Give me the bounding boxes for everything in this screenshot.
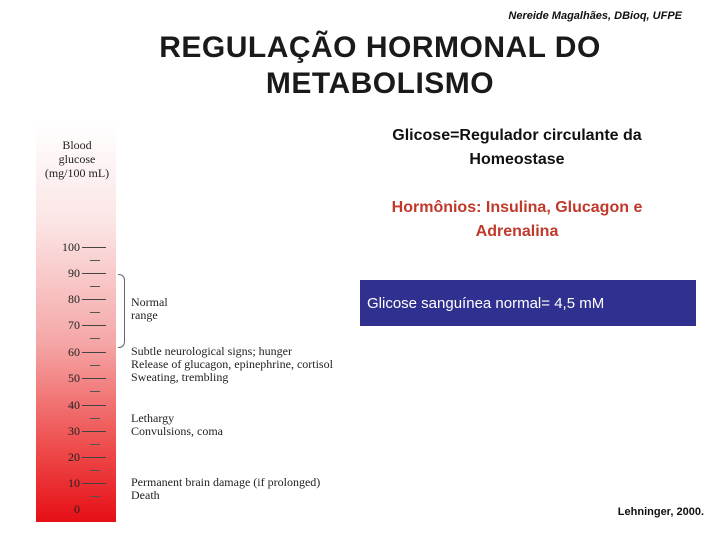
minor-tick: [90, 338, 100, 339]
tick-label: 20: [68, 450, 80, 464]
glucose-line-a: Glicose=Regulador circulante da: [392, 127, 642, 144]
minor-tick: [90, 391, 100, 392]
title-line-2: METABOLISMO: [265, 67, 495, 100]
tick-mark: [82, 247, 106, 248]
normal-label-line-2: range: [131, 308, 158, 322]
tick-mark: [82, 431, 106, 432]
tick-label: 60: [68, 345, 80, 359]
critical-signs: [131, 476, 320, 502]
figure-label-line-3: (mg/100 mL): [44, 166, 110, 180]
minor-tick: [90, 470, 100, 471]
signs-line-1: Subtle neurological signs; hunger: [131, 344, 292, 358]
figure-label: [38, 138, 116, 180]
tick-mark: [82, 299, 106, 300]
hormones-line-b: Adrenalina: [475, 223, 559, 240]
critical-line-1: Permanent brain damage (if prolonged): [131, 475, 321, 489]
tick-mark: [82, 483, 106, 484]
normal-range-label: [131, 296, 168, 322]
normal-label-line-1: Normal: [131, 295, 168, 309]
minor-tick: [90, 260, 100, 261]
minor-tick: [90, 418, 100, 419]
hormones-text: [352, 196, 682, 244]
tick-label: 10: [68, 476, 80, 490]
critical-line-2: Death: [131, 488, 160, 502]
reference-citation: Lehninger, 2000.: [617, 506, 704, 518]
minor-tick: [90, 496, 100, 497]
minor-tick: [90, 444, 100, 445]
tick-mark: [82, 457, 106, 458]
tick-label: 0: [74, 502, 80, 516]
tick-label: 50: [68, 371, 80, 385]
normal-glucose-text: Glicose sanguínea normal= 4,5 mM: [360, 286, 690, 320]
tick-label: 70: [68, 318, 80, 332]
tick-mark: [82, 378, 106, 379]
minor-tick: [90, 286, 100, 287]
hypoglycemia-signs: [131, 345, 333, 384]
normal-glucose-box: [360, 280, 696, 326]
tick-label: 80: [68, 292, 80, 306]
normal-range-bracket: [118, 274, 125, 348]
title-line-1: REGULAÇÃO HORMONAL DO: [159, 31, 601, 64]
glucose-line-b: Homeostase: [469, 151, 565, 168]
tick-label: 40: [68, 398, 80, 412]
signs-line-2: Release of glucagon, epinephrine, cortisol: [131, 357, 333, 371]
tick-label: 90: [68, 266, 80, 280]
severe-line-2: Convulsions, coma: [131, 424, 223, 438]
figure-label-line-1: Blood: [62, 138, 92, 152]
signs-line-3: Sweating, trembling: [131, 370, 229, 384]
severe-signs: [131, 412, 223, 438]
severe-line-1: Lethargy: [131, 411, 175, 425]
glucose-regulator-text: [352, 124, 682, 172]
tick-mark: [82, 352, 106, 353]
figure-label-line-2: glucose: [58, 152, 96, 166]
tick-mark: [82, 405, 106, 406]
tick-mark: [82, 273, 106, 274]
tick-label: 100: [62, 240, 80, 254]
author-credit: Nereide Magalhães, DBioq, UFPE: [508, 10, 682, 22]
minor-tick: [90, 312, 100, 313]
slide-title: [130, 30, 630, 102]
tick-label: 30: [68, 424, 80, 438]
hormones-line-a: Hormônios: Insulina, Glucagon e: [391, 199, 643, 216]
tick-mark: [82, 325, 106, 326]
minor-tick: [90, 365, 100, 366]
